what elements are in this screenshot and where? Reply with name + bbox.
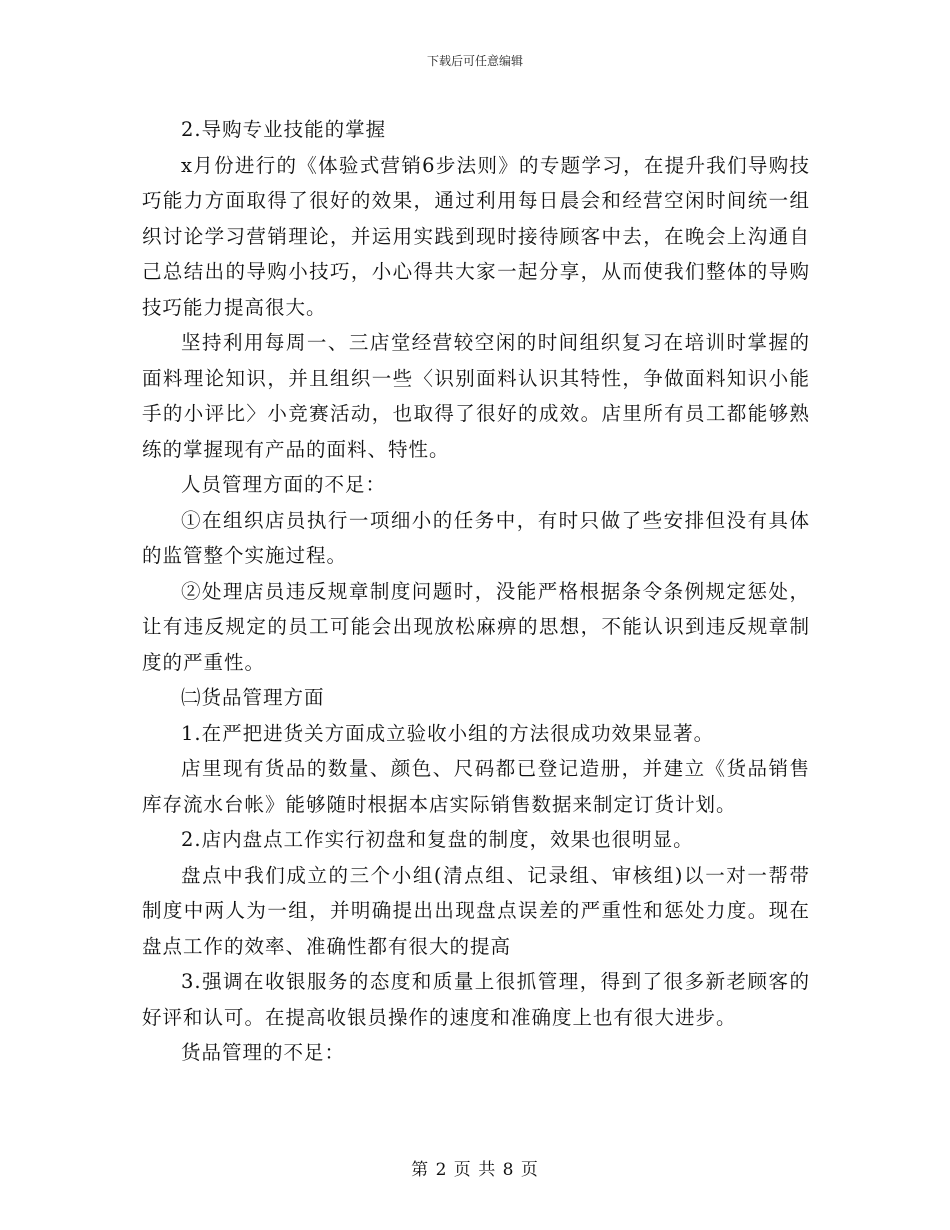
paragraph: 坚持利用每周一、三店堂经营较空闲的时间组织复习在培训时掌握的面料理论知识，并且组织一些〈识别面料认识其特性，争做面料知识小能手的小评比〉小竞赛活动，也取得了很好的成效。店里所有员工都能够熟练的掌握现有产品的面料、特性。	[142, 331, 810, 461]
paragraph: ②处理店员违反规章制度问题时，没能严格根据条令条例规定惩处，让有违反规定的员工可能会出现放松麻痹的思想，不能认识到违反规章制度的严重性。	[142, 579, 810, 674]
paragraph: 人员管理方面的不足：	[181, 473, 387, 496]
paragraph: ㈡货品管理方面	[181, 686, 325, 709]
paragraph: 店里现有货品的数量、颜色、尺码都已登记造册，并建立《货品销售库存流水台帐》能够随时根据本店实际销售数据来制定订货计划。	[142, 757, 810, 816]
paragraph: 3.强调在收银服务的态度和质量上很抓管理，得到了很多新老顾客的好评和认可。在提高收银员操作的速度和准确度上也有很大进步。	[142, 970, 810, 1029]
paragraph: 1.在严把进货关方面成立验收小组的方法很成功效果显著。	[181, 721, 715, 745]
page-header: 下载后可任意编辑	[426, 54, 523, 68]
paragraph: 货品管理的不足：	[181, 1041, 346, 1064]
paragraph: 盘点中我们成立的三个小组(清点组、记录组、审核组)以一对一帮带制度中两人为一组，并明确提出出现盘点误差的严重性和惩处力度。现在盘点工作的效率、准确性都有很大的提高	[142, 863, 810, 958]
paragraph: x月份进行的《体验式营销6步法则》的专题学习，在提升我们导购技巧能力方面取得了很好的效果，通过利用每日晨会和经营空闲时间统一组织讨论学习营销理论，并运用实践到现时接待顾客中去，在晚会上沟通自己总结出的导购小技巧，小心得共大家一起分享，从而使我们整体的导购技巧能力提高很大。	[142, 153, 810, 319]
body-text	[142, 112, 810, 1071]
paragraph: 2.导购专业技能的掌握	[181, 118, 387, 141]
page-footer: 第 2 页 共 8 页	[411, 1160, 539, 1180]
paragraph: 2.店内盘点工作实行初盘和复盘的制度，效果也很明显。	[181, 828, 694, 851]
paragraph: ①在组织店员执行一项细小的任务中，有时只做了些安排但没有具体的监管整个实施过程。	[142, 508, 810, 567]
